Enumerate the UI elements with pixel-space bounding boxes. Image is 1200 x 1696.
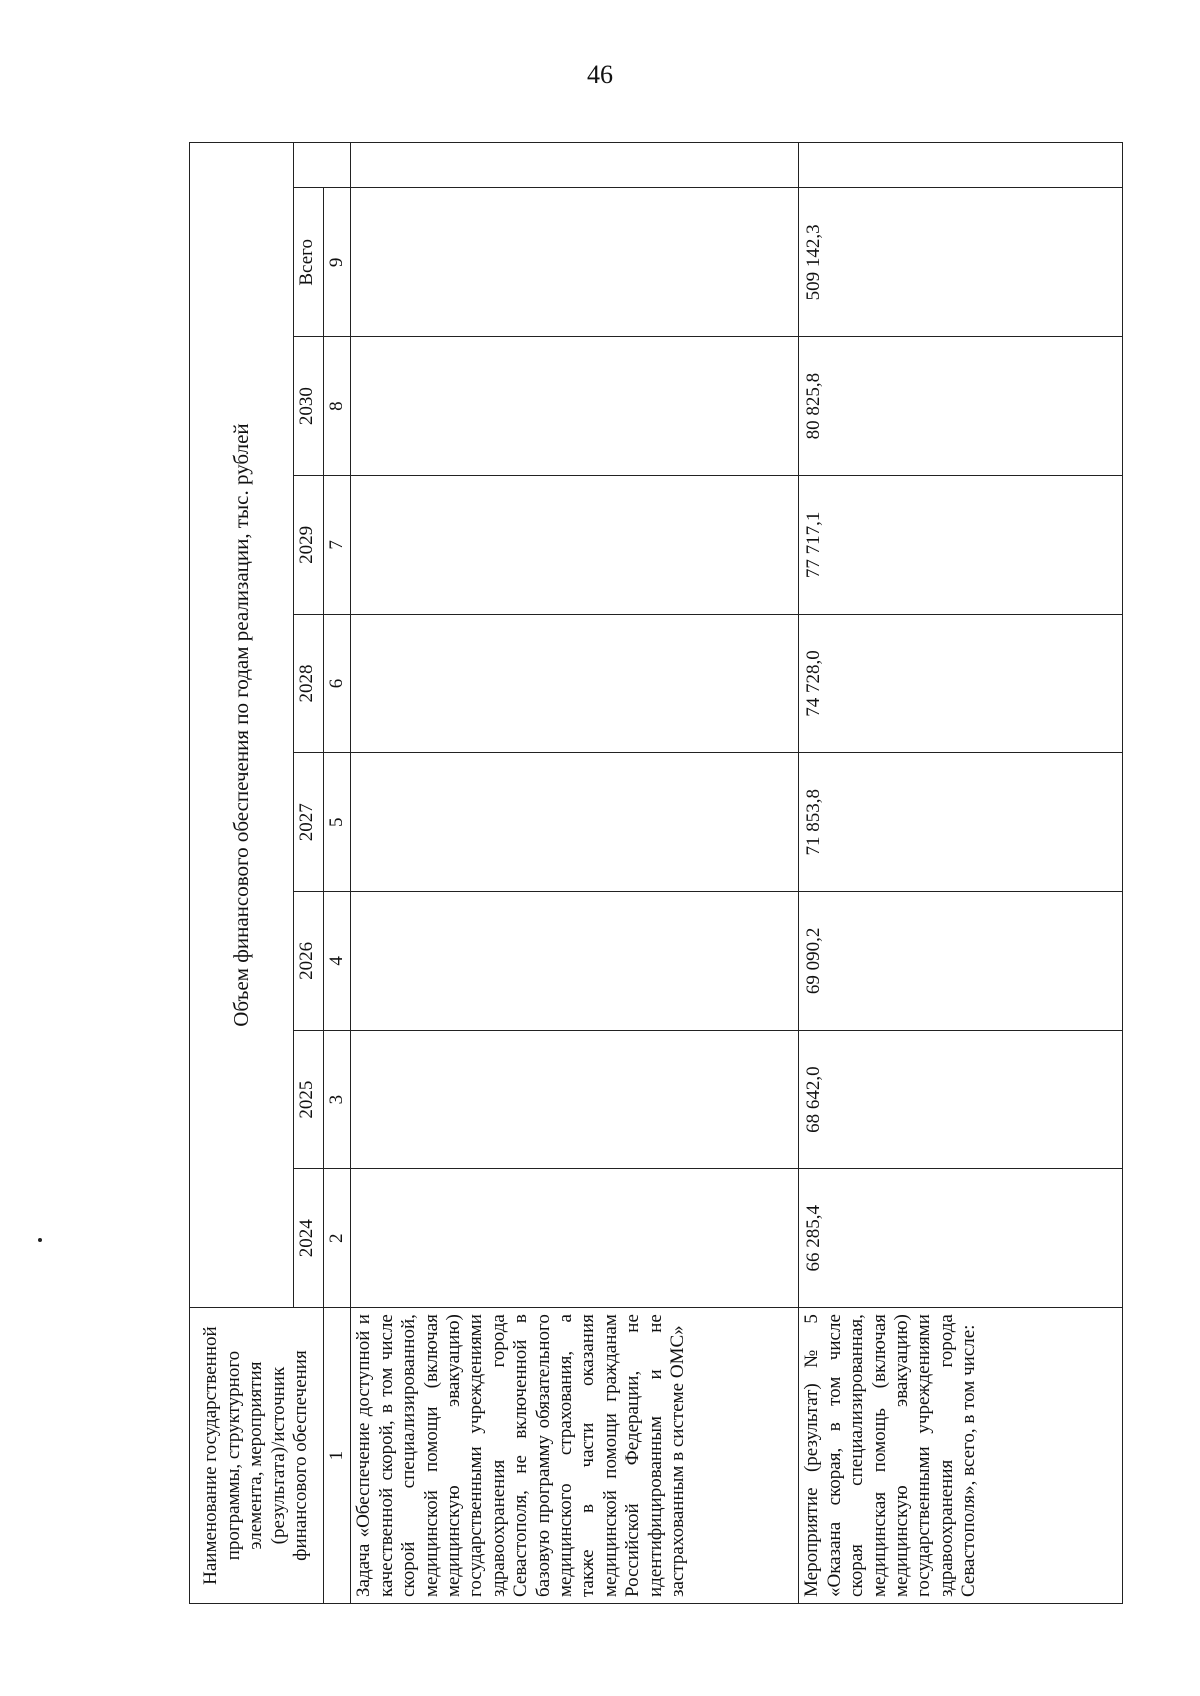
row-value bbox=[351, 753, 799, 892]
row-value bbox=[351, 892, 799, 1031]
column-number: 5 bbox=[324, 753, 351, 892]
header-name-column: Наименование государственной программы, структурного элемента, мероприятия (результата)/источник финансового обеспечения bbox=[190, 1308, 324, 1604]
column-number: 2 bbox=[324, 1169, 351, 1308]
row-empty-narrow bbox=[351, 143, 799, 188]
row-description: Задача «Обеспечение доступной и качественной скорой, в том числе скорой специализированной, медицинской помощи (включая медицинскую эвакуацию) государственными учреждениями здравоохранения города Севастополя, не включенной в базовую программу обязательного медицинского страхования, а также в части оказания медицинской помощи гражданам Российской Федерации, не идентифицированным и не застрахованным в системе ОМС» bbox=[351, 1308, 799, 1604]
row-value: 71 853,8 bbox=[799, 753, 1123, 892]
row-empty-narrow bbox=[799, 143, 1123, 188]
table-row bbox=[799, 143, 1123, 1604]
row-value bbox=[351, 1030, 799, 1169]
row-value bbox=[351, 1169, 799, 1308]
column-number: 7 bbox=[324, 476, 351, 615]
row-value: 80 825,8 bbox=[799, 337, 1123, 476]
header-year: 2029 bbox=[294, 476, 324, 615]
table-row bbox=[351, 143, 799, 1604]
header-total: Всего bbox=[294, 188, 324, 337]
row-value: 68 642,0 bbox=[799, 1030, 1123, 1169]
column-number: 4 bbox=[324, 892, 351, 1031]
column-number: 3 bbox=[324, 1030, 351, 1169]
scan-artifact-dot bbox=[38, 1238, 42, 1242]
header-year: 2026 bbox=[294, 892, 324, 1031]
column-number: 1 bbox=[324, 1308, 351, 1604]
row-value bbox=[351, 476, 799, 615]
row-value: 77 717,1 bbox=[799, 476, 1123, 615]
column-number: 6 bbox=[324, 614, 351, 753]
financing-table bbox=[189, 142, 1123, 1604]
page-number: 46 bbox=[587, 60, 613, 89]
row-value: 509 142,3 bbox=[799, 188, 1123, 337]
row-value: 69 090,2 bbox=[799, 892, 1123, 1031]
column-number: 9 bbox=[324, 188, 351, 337]
row-description: Мероприятие (результат) № 5 «Оказана скорая, в том числе скорая специализированная, медицинская помощь (включая медицинскую эвакуацию) государственными учреждениями здравоохранения города Севастополя», всего, в том числе: bbox=[799, 1308, 1123, 1604]
column-number: 8 bbox=[324, 337, 351, 476]
row-value bbox=[351, 337, 799, 476]
header-year: 2027 bbox=[294, 753, 324, 892]
header-year: 2028 bbox=[294, 614, 324, 753]
row-value bbox=[351, 614, 799, 753]
header-empty-narrow bbox=[294, 143, 351, 188]
row-value: 66 285,4 bbox=[799, 1169, 1123, 1308]
header-year: 2024 bbox=[294, 1169, 324, 1308]
header-year: 2030 bbox=[294, 337, 324, 476]
header-year: 2025 bbox=[294, 1030, 324, 1169]
header-group-title: Объем финансового обеспечения по годам реализации, тыс. рублей bbox=[190, 143, 294, 1308]
row-value: 74 728,0 bbox=[799, 614, 1123, 753]
financing-table-rotated bbox=[189, 142, 1117, 1604]
row-value bbox=[351, 188, 799, 337]
